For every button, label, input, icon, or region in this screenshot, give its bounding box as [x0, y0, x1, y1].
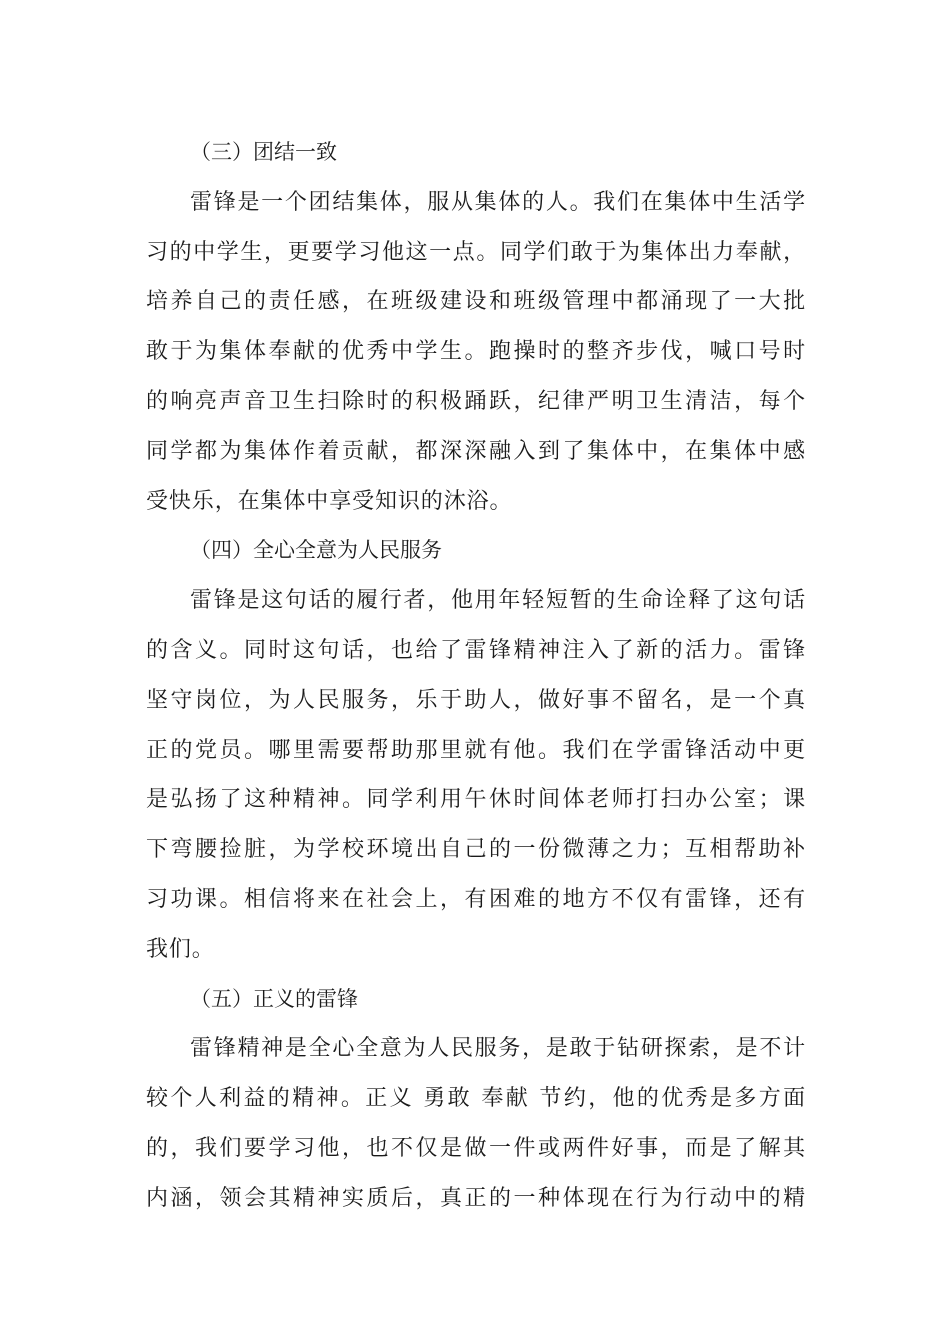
- text-line: 习的中学生，更要学习他这一点。同学们敢于为集体出力奉献，: [146, 239, 806, 265]
- section-heading: （五）正义的雷锋: [190, 986, 358, 1011]
- text-line: 习功课。相信将来在社会上，有困难的地方不仅有雷锋，还有: [146, 886, 806, 912]
- text-line: 坚守岗位，为人民服务，乐于助人，做好事不留名，是一个真: [146, 687, 806, 713]
- paragraph: [146, 576, 806, 974]
- text-line: 正的党员。哪里需要帮助那里就有他。我们在学雷锋活动中更: [146, 737, 806, 763]
- text-line: 的含义。同时这句话，也给了雷锋精神注入了新的活力。雷锋: [146, 637, 806, 663]
- text-line: 敢于为集体奉献的优秀中学生。跑操时的整齐步伐，喊口号时: [146, 339, 806, 365]
- text-line: 我们。: [146, 936, 215, 962]
- text-line: 是弘扬了这种精神。同学利用午休时间体老师打扫办公室；课: [146, 787, 806, 813]
- text-line: 的响亮声音卫生扫除时的积极踊跃，纪律严明卫生清洁，每个: [146, 388, 806, 414]
- text-line: 下弯腰捡脏，为学校环境出自己的一份微薄之力；互相帮助补: [146, 837, 806, 863]
- text-line: 雷锋是这句话的履行者，他用年轻短暂的生命诠释了这句话: [190, 588, 806, 614]
- text-line: 雷锋精神是全心全意为人民服务，是敢于钻研探索，是不计: [190, 1036, 806, 1062]
- paragraph: [146, 178, 806, 527]
- text-line: 同学都为集体作着贡献，都深深融入到了集体中，在集体中感: [146, 438, 806, 464]
- text-line: 受快乐，在集体中享受知识的沐浴。: [146, 488, 513, 514]
- text-line: 较个人利益的精神。正义 勇敢 奉献 节约，他的优秀是多方面: [146, 1086, 806, 1112]
- text-line: 内涵，领会其精神实质后，真正的一种体现在行为行动中的精: [146, 1185, 806, 1211]
- section-heading: （三）团结一致: [190, 140, 337, 164]
- section-heading: （四）全心全意为人民服务: [190, 538, 442, 563]
- section-3: [146, 128, 806, 526]
- paragraph: [146, 1024, 806, 1223]
- text-line: 的，我们要学习他，也不仅是做一件或两件好事，而是了解其: [146, 1135, 806, 1161]
- section-4: [146, 526, 806, 974]
- document-page: [146, 128, 806, 1224]
- text-line: 培养自己的责任感，在班级建设和班级管理中都涌现了一大批: [146, 289, 806, 315]
- section-5: [146, 975, 806, 1224]
- text-line: 雷锋是一个团结集体，服从集体的人。我们在集体中生活学: [190, 189, 806, 215]
